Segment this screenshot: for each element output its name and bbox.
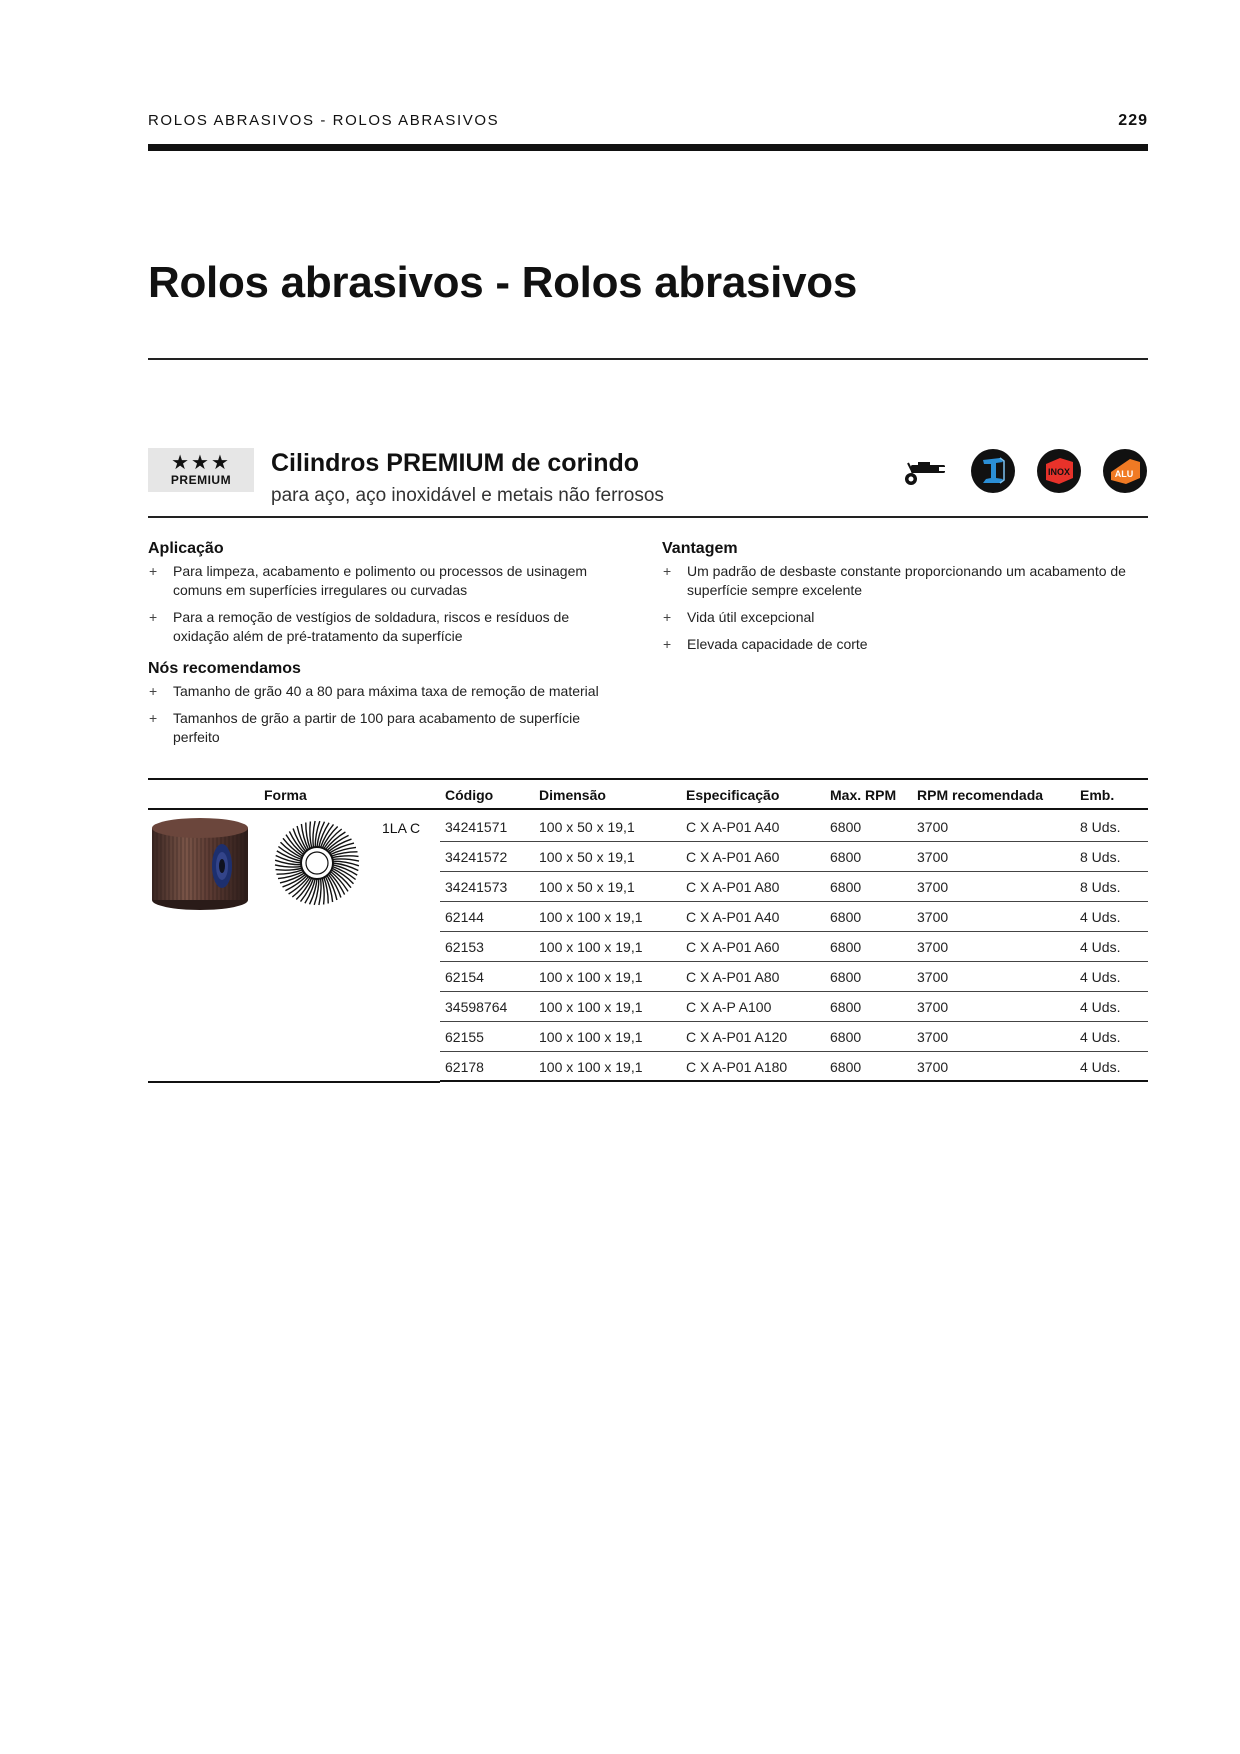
flap-line bbox=[310, 822, 312, 848]
cell-emb: 4 Uds. bbox=[1080, 939, 1121, 955]
cell-max-rpm: 6800 bbox=[830, 999, 862, 1015]
cell-codigo: 34241572 bbox=[445, 849, 508, 865]
column-header-rpm-recomendada: RPM recomendada bbox=[917, 787, 1044, 803]
cell-emb: 8 Uds. bbox=[1080, 819, 1121, 835]
product-subtitle: para aço, aço inoxidável e metais não ferrosos bbox=[271, 485, 664, 506]
table-header-row bbox=[148, 780, 1148, 810]
cell-dimensao: 100 x 100 x 19,1 bbox=[539, 969, 643, 985]
cell-emb: 4 Uds. bbox=[1080, 999, 1121, 1015]
inox-icon bbox=[1036, 448, 1082, 494]
cell-dimensao: 100 x 100 x 19,1 bbox=[539, 939, 643, 955]
cell-codigo: 34241571 bbox=[445, 819, 508, 835]
header-rule bbox=[148, 144, 1148, 151]
cell-max-rpm: 6800 bbox=[830, 1029, 862, 1045]
cell-max-rpm: 6800 bbox=[830, 819, 862, 835]
vantagem-list bbox=[662, 562, 1148, 662]
cell-max-rpm: 6800 bbox=[830, 969, 862, 985]
recomendamos-heading: Nós recomendamos bbox=[148, 660, 301, 677]
table-row bbox=[440, 902, 1148, 932]
table-row bbox=[440, 1052, 1148, 1082]
column-header-codigo: Código bbox=[445, 787, 494, 803]
cell-dimensao: 100 x 100 x 19,1 bbox=[539, 1059, 643, 1075]
alu-label: ALU bbox=[1114, 469, 1134, 479]
running-title: ROLOS ABRASIVOS - ROLOS ABRASIVOS bbox=[148, 112, 500, 129]
list-item: + Um padrão de desbaste constante proporcionando um acabamento de superfície sempre excelente bbox=[662, 562, 1148, 600]
list-item: + Vida útil excepcional bbox=[662, 608, 1148, 627]
cell-dimensao: 100 x 100 x 19,1 bbox=[539, 909, 643, 925]
alu-icon bbox=[1102, 448, 1148, 494]
forma-code: 1LA C bbox=[382, 820, 421, 836]
cell-max-rpm: 6800 bbox=[830, 1059, 862, 1075]
table-row bbox=[440, 812, 1148, 842]
cell-rpm-recomendada: 3700 bbox=[917, 1029, 949, 1045]
table-row bbox=[440, 872, 1148, 902]
bore-hole bbox=[306, 852, 328, 874]
cell-rpm-recomendada: 3700 bbox=[917, 999, 949, 1015]
aplicacao-list bbox=[148, 562, 628, 654]
cell-rpm-recomendada: 3700 bbox=[917, 969, 949, 985]
roller-side-view-drawing bbox=[272, 818, 362, 908]
cell-emb: 4 Uds. bbox=[1080, 1059, 1121, 1075]
product-table bbox=[148, 778, 1148, 1083]
table-row bbox=[440, 932, 1148, 962]
cell-especificacao: C X A-P01 A180 bbox=[686, 1059, 788, 1075]
cell-emb: 4 Uds. bbox=[1080, 969, 1121, 985]
material-icons bbox=[903, 448, 1148, 496]
list-item: + Tamanhos de grão a partir de 100 para acabamento de superfície perfeito bbox=[148, 709, 628, 747]
cell-codigo: 62153 bbox=[445, 939, 484, 955]
column-header-forma: Forma bbox=[264, 787, 307, 803]
cell-dimensao: 100 x 100 x 19,1 bbox=[539, 999, 643, 1015]
forma-cell bbox=[148, 812, 438, 912]
star-rating-icon: ★★★ bbox=[171, 450, 231, 474]
title-rule bbox=[148, 358, 1148, 360]
cell-codigo: 62154 bbox=[445, 969, 484, 985]
cell-dimensao: 100 x 50 x 19,1 bbox=[539, 819, 635, 835]
table-row bbox=[440, 992, 1148, 1022]
premium-label: PREMIUM bbox=[170, 473, 232, 487]
cell-especificacao: C X A-P01 A40 bbox=[686, 909, 780, 925]
flap-line bbox=[332, 856, 358, 858]
flap-line bbox=[322, 878, 324, 904]
cell-rpm-recomendada: 3700 bbox=[917, 909, 949, 925]
forma-bottom-rule bbox=[148, 1081, 440, 1083]
recomendamos-list bbox=[148, 682, 628, 755]
column-header-dimensao: Dimensão bbox=[539, 787, 606, 803]
cell-rpm-recomendada: 3700 bbox=[917, 819, 949, 835]
list-item: + Para limpeza, acabamento e polimento ou processos de usinagem comuns em superfícies irregulares ou curvadas bbox=[148, 562, 628, 600]
cell-rpm-recomendada: 3700 bbox=[917, 1059, 949, 1075]
flap-roller-photo bbox=[148, 816, 252, 912]
table-row bbox=[440, 842, 1148, 872]
cell-max-rpm: 6800 bbox=[830, 879, 862, 895]
cell-codigo: 34241573 bbox=[445, 879, 508, 895]
cell-especificacao: C X A-P A100 bbox=[686, 999, 772, 1015]
vantagem-heading: Vantagem bbox=[662, 540, 738, 557]
cell-max-rpm: 6800 bbox=[830, 939, 862, 955]
cell-emb: 4 Uds. bbox=[1080, 1029, 1121, 1045]
cell-rpm-recomendada: 3700 bbox=[917, 939, 949, 955]
product-rule bbox=[148, 516, 1148, 518]
inox-label: INOX bbox=[1047, 467, 1071, 477]
page-number: 229 bbox=[1118, 112, 1148, 129]
cell-emb: 4 Uds. bbox=[1080, 909, 1121, 925]
cell-dimensao: 100 x 50 x 19,1 bbox=[539, 879, 635, 895]
cell-dimensao: 100 x 100 x 19,1 bbox=[539, 1029, 643, 1045]
product-title: Cilindros PREMIUM de corindo bbox=[271, 449, 640, 477]
cell-rpm-recomendada: 3700 bbox=[917, 879, 949, 895]
page-title: Rolos abrasivos - Rolos abrasivos bbox=[148, 258, 858, 307]
angle-grinder-icon bbox=[903, 458, 947, 486]
cell-codigo: 62155 bbox=[445, 1029, 484, 1045]
cell-codigo: 62144 bbox=[445, 909, 484, 925]
cell-dimensao: 100 x 50 x 19,1 bbox=[539, 849, 635, 865]
cell-especificacao: C X A-P01 A80 bbox=[686, 969, 780, 985]
list-item: + Elevada capacidade de corte bbox=[662, 635, 1148, 654]
premium-badge bbox=[148, 448, 254, 492]
table-body bbox=[440, 812, 1148, 1082]
running-header bbox=[148, 112, 1148, 132]
column-header-max-rpm: Max. RPM bbox=[830, 787, 897, 803]
list-item: + Tamanho de grão 40 a 80 para máxima taxa de remoção de material bbox=[148, 682, 628, 701]
cell-especificacao: C X A-P01 A80 bbox=[686, 879, 780, 895]
cell-especificacao: C X A-P01 A40 bbox=[686, 819, 780, 835]
cell-codigo: 62178 bbox=[445, 1059, 484, 1075]
cell-emb: 8 Uds. bbox=[1080, 849, 1121, 865]
cell-max-rpm: 6800 bbox=[830, 849, 862, 865]
flap-line bbox=[276, 868, 302, 870]
cell-especificacao: C X A-P01 A120 bbox=[686, 1029, 788, 1045]
column-header-emb: Emb. bbox=[1080, 787, 1115, 803]
cell-max-rpm: 6800 bbox=[830, 909, 862, 925]
cell-especificacao: C X A-P01 A60 bbox=[686, 939, 780, 955]
list-item: + Para a remoção de vestígios de soldadura, riscos e resíduos de oxidação além de pré-tratamento da superfície bbox=[148, 608, 628, 646]
steel-icon bbox=[970, 448, 1016, 494]
aplicacao-heading: Aplicação bbox=[148, 540, 224, 557]
cell-emb: 8 Uds. bbox=[1080, 879, 1121, 895]
cell-rpm-recomendada: 3700 bbox=[917, 849, 949, 865]
table-row bbox=[440, 1022, 1148, 1052]
table-row bbox=[440, 962, 1148, 992]
cell-codigo: 34598764 bbox=[445, 999, 508, 1015]
cell-especificacao: C X A-P01 A60 bbox=[686, 849, 780, 865]
column-header-especificacao: Especificação bbox=[686, 787, 780, 803]
